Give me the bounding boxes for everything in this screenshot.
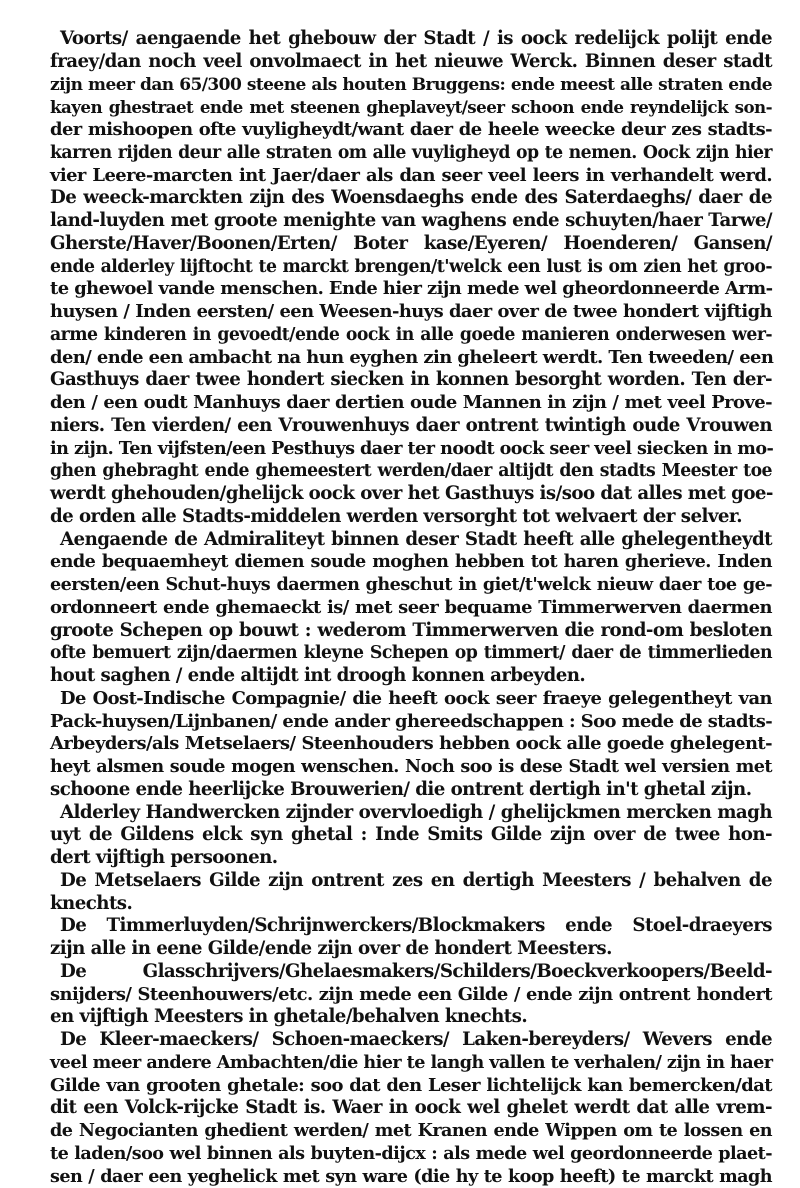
text-line: de Negocianten ghedient werden/ met Kranen ende Wippen om te lossen en: [50, 1120, 772, 1143]
text-line: niers. Ten vierden/ een Vrouwenhuys daer ontrent twintigh oude Vrouwen: [50, 415, 772, 438]
text-line: De Glasschrijvers/Ghelaesmakers/Schilders/Boeckverkoopers/Beeld-: [50, 961, 772, 984]
text-line: Arbeyders/als Metselaers/ Steenhouders hebben oock alle goede ghelegent-: [50, 733, 772, 756]
text-line: Pack-huysen/Lijnbanen/ ende ander ghereedschappen : Soo mede de stadts-: [50, 711, 772, 734]
text-line: zijn alle in eene Gilde/ende zijn over de hondert Meesters.: [50, 938, 772, 961]
text-line: snijders/ Steenhouwers/etc. zijn mede een Gilde / ende zijn ontrent hondert: [50, 984, 772, 1007]
text-line: De Timmerluyden/Schrijnwerckers/Blockmakers ende Stoel-draeyers: [50, 915, 772, 938]
text-line: te ghewoel vande menschen. Ende hier zijn mede wel gheordonneerde Arm-: [50, 278, 772, 301]
text-line: De Kleer-maeckers/ Schoen-maeckers/ Laken-bereyders/ Wevers ende: [50, 1029, 772, 1052]
text-line: ghen ghebraght ende ghemeestert werden/daer altijdt den stadts Meester toe: [50, 460, 772, 483]
text-line: veel meer andere Ambachten/die hier te langh vallen te verhalen/ zijn in haer: [50, 1052, 772, 1075]
text-line: te laden/soo wel binnen als buyten-dijcx : als mede wel geordonneerde plaet-: [50, 1143, 772, 1166]
text-line: Gilde van grooten ghetale: soo dat den Leser lichtelijck kan bemercken/dat: [50, 1075, 772, 1098]
text-line: fraey/dan noch veel onvolmaect in het nieuwe Werck. Binnen deser stadt: [50, 51, 772, 74]
text-line: hout saghen / ende altijdt int droogh konnen arbeyden.: [50, 665, 772, 688]
text-line: Gasthuys daer twee hondert siecken in konnen besorght worden. Ten der-: [50, 369, 772, 392]
text-line: vier Leere-marcten int Jaer/daer als dan seer veel leers in verhandelt werd.: [50, 165, 772, 188]
text-line: Alderley Handwercken zijnder overvloedigh / ghelijckmen mercken magh: [50, 802, 772, 825]
text-line: heyt alsmen soude mogen wenschen. Noch soo is dese Stadt wel versien met: [50, 756, 772, 779]
text-line: ende bequaemheyt diemen soude moghen hebben tot haren gherieve. Inden: [50, 551, 772, 574]
text-line: knechts.: [50, 893, 772, 916]
text-line: De Metselaers Gilde zijn ontrent zes en dertigh Meesters / behalven de: [50, 870, 772, 893]
text-line: De weeck-marckten zijn des Woensdaeghs ende des Saterdaeghs/ daer de: [50, 187, 772, 210]
text-line: den / een oudt Manhuys daer dertien oude Mannen in zijn / met veel Prove-: [50, 392, 772, 415]
text-line: karren rijden deur alle straten om alle vuyligheyd op te nemen. Oock zijn hier: [50, 142, 772, 165]
text-line: zijn meer dan 65/300 steene als houten Bruggens: ende meest alle straten ende: [50, 74, 772, 97]
text-line: huysen / Inden eersten/ een Weesen-huys daer over de twee hondert vijftigh: [50, 301, 772, 324]
text-line: sen / daer een yeghelick met syn ware (die hy te koop heeft) te marckt magh: [50, 1166, 772, 1188]
text-line: in zijn. Ten vijfsten/een Pesthuys daer ter noodt oock seer veel siecken in mo-: [50, 438, 772, 461]
text-line: Aengaende de Admiraliteyt binnen deser Stadt heeft alle ghelegentheydt: [50, 529, 772, 552]
text-line: de orden alle Stadts-middelen werden versorght tot welvaert der selver.: [50, 506, 772, 529]
text-line: en vijftigh Meesters in ghetale/behalven knechts.: [50, 1006, 772, 1029]
text-line: uyt de Gildens elck syn ghetal : Inde Smits Gilde zijn over de twee hon-: [50, 824, 772, 847]
text-line: dert vijftigh persoonen.: [50, 847, 772, 870]
text-line: De Oost-Indische Compagnie/ die heeft oock seer fraeye gelegentheyt van: [50, 688, 772, 711]
text-line: der mishoopen ofte vuyligheydt/want daer de heele weecke deur zes stadts-: [50, 119, 772, 142]
body-text: [50, 28, 772, 1188]
text-line: ende alderley lijftocht te marckt brengen/t'welck een lust is om zien het groo-: [50, 256, 772, 279]
text-line: groote Schepen op bouwt : wederom Timmerwerven die rond-om besloten: [50, 620, 772, 643]
text-line: werdt ghehouden/ghelijck oock over het Gasthuys is/soo dat alles met goe-: [50, 483, 772, 506]
text-line: eersten/een Schut-huys daermen gheschut in giet/t'welck nieuw daer toe ge-: [50, 574, 772, 597]
text-line: den/ ende een ambacht na hun eyghen zin gheleert werdt. Ten tweeden/ een: [50, 347, 772, 370]
text-line: Gherste/Haver/Boonen/Erten/ Boter kase/Eyeren/ Hoenderen/ Gansen/: [50, 233, 772, 256]
text-line: kayen ghestraet ende met steenen gheplaveyt/seer schoon ende reyndelijck son-: [50, 96, 772, 119]
text-line: arme kinderen in gevoedt/ende oock in alle goede manieren onderwesen wer-: [50, 324, 772, 347]
text-line: ordonneert ende ghemaeckt is/ met seer bequame Timmerwerven daermen: [50, 597, 772, 620]
text-line: ofte bemuert zijn/daermen kleyne Schepen op timmert/ daer de timmerlieden: [50, 642, 772, 665]
text-line: land-luyden met groote menighte van waghens ende schuyten/haer Tarwe/: [50, 210, 772, 233]
text-line: dit een Volck-rijcke Stadt is. Waer in oock wel ghelet werdt dat alle vrem-: [50, 1097, 772, 1120]
text-line: schoone ende heerlijcke Brouwerien/ die ontrent dertigh in't ghetal zijn.: [50, 779, 772, 802]
text-line: Voorts/ aengaende het ghebouw der Stadt / is oock redelijck polijt ende: [50, 28, 772, 51]
